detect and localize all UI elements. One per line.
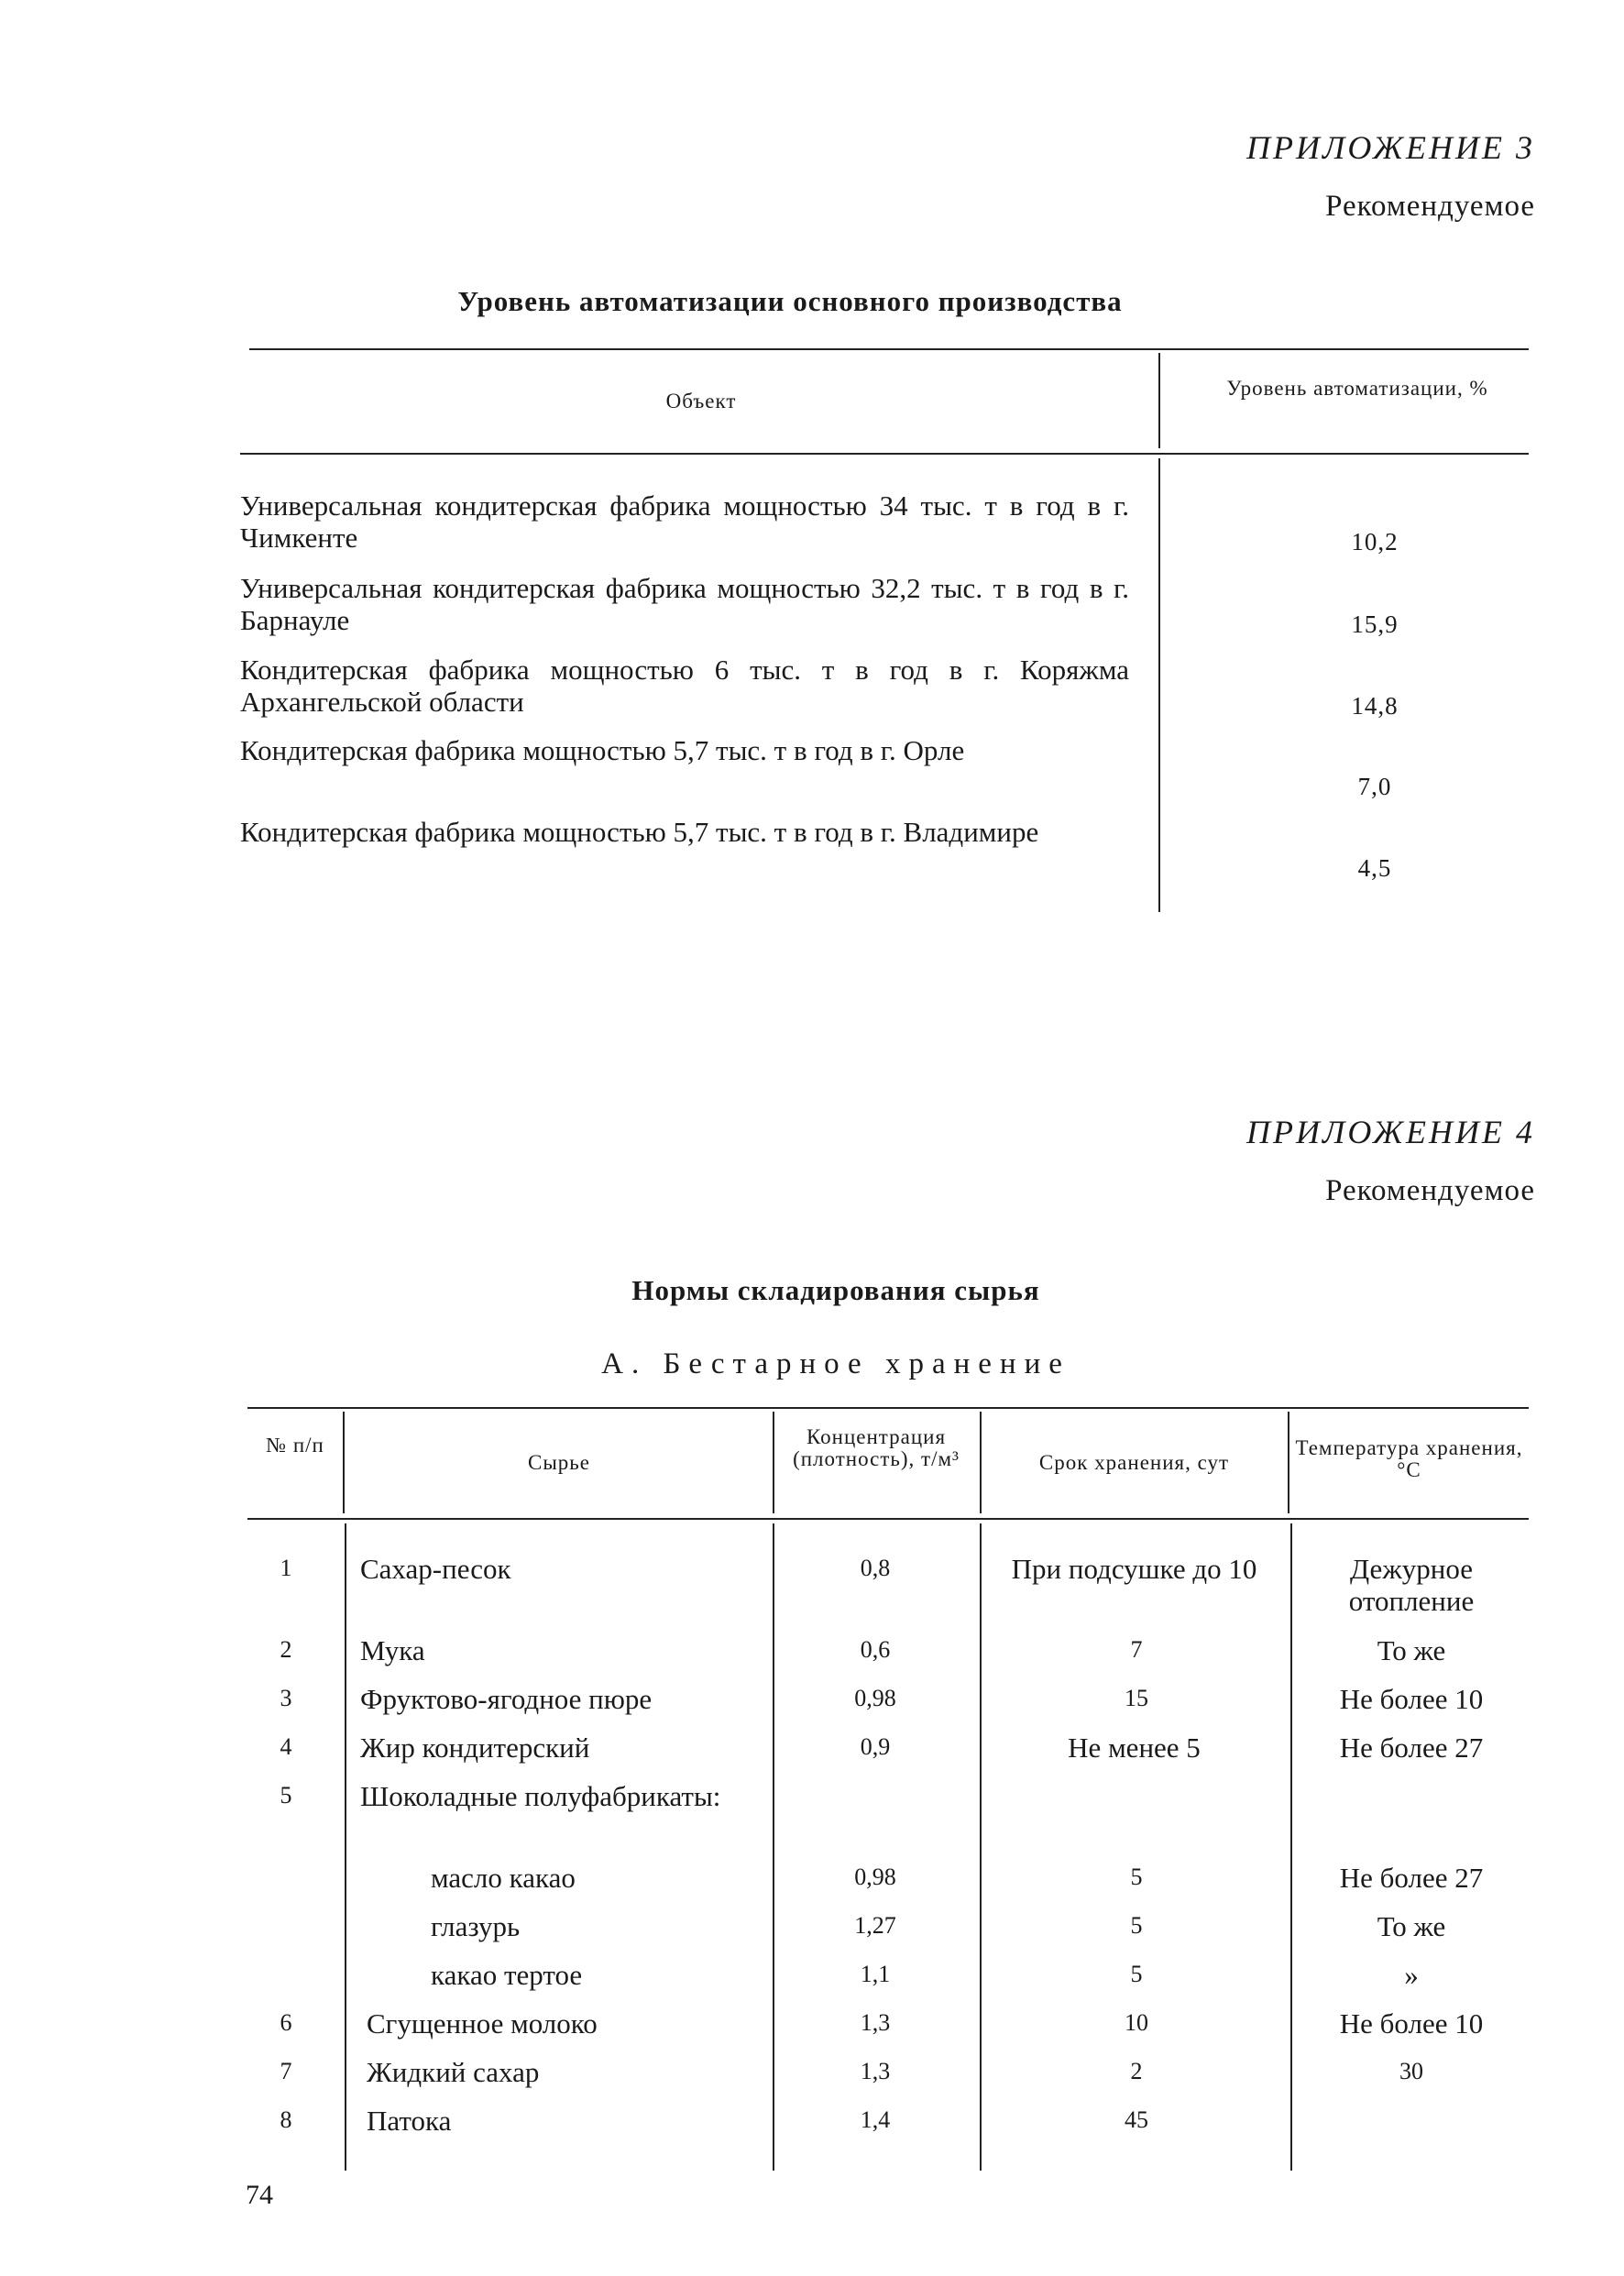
row-period: 7 [1130,1636,1143,1663]
row-period: При подсушке до 10 [1011,1553,1257,1585]
table-row-level: 4,5 [1357,854,1392,882]
header-divider [1288,1412,1289,1513]
row-temp: То же [1377,1910,1446,1942]
row-temp: 30 [1399,2058,1423,2084]
row-period: 5 [1130,1912,1143,1939]
body-divider [980,1523,982,2171]
appendix-4-status: Рекомендуемое [1325,1174,1535,1207]
row-period: Не менее 5 [1068,1732,1201,1764]
column-header-temp: Температура хранения, °С [1295,1436,1523,1481]
table-body-divider [1158,458,1160,912]
row-temp: Не более 27 [1339,1862,1484,1894]
row-no: 8 [280,2106,292,2133]
page-number: 74 [246,2180,273,2210]
row-temp: » [1404,1959,1419,1991]
row-density: 1,1 [860,1961,891,1987]
appendix-4-subheading: А. Бестарное хранение [601,1347,1070,1380]
row-density: 1,3 [860,2058,891,2084]
row-temp: Не более 10 [1339,1683,1484,1715]
row-material: какао тертое [431,1959,583,1991]
table-row-object: Универсальная кондитерская фабрика мощностью 32,2 тыс. т в год в г. Барнауле [240,572,1129,636]
column-header-no: № п/п [266,1434,324,1457]
row-material: Мука [360,1634,425,1666]
row-material: Патока [367,2105,452,2137]
row-density: 1,3 [860,2009,891,2036]
appendix-3-heading: Уровень автоматизации основного производства [457,285,1123,317]
body-divider [1290,1523,1292,2171]
row-density: 0,9 [860,1733,891,1760]
row-no: 5 [280,1782,292,1809]
row-no: 3 [280,1685,292,1711]
row-density: 0,6 [860,1636,891,1663]
table-row-object: Кондитерская фабрика мощностью 6 тыс. т в год в г. Коряжма Архангельской области [240,654,1129,718]
table-header-rule [247,1518,1529,1520]
row-period: 2 [1130,2058,1143,2084]
column-header-level: Уровень автоматизации, % [1226,377,1488,400]
row-material: Сгущенное молоко [367,2007,598,2040]
body-divider [773,1523,774,2171]
table-header-rule [240,453,1529,455]
row-no: 1 [280,1555,292,1581]
appendix-4-heading: Нормы складирования сырья [631,1274,1040,1306]
appendix-4-title: ПРИЛОЖЕНИЕ 4 [1246,1114,1535,1150]
row-material: Жир кондитерский [360,1732,590,1764]
row-density: 0,8 [860,1555,891,1581]
table-row-level: 14,8 [1351,692,1399,720]
row-temp: Не более 27 [1339,1732,1484,1764]
row-density: 1,4 [860,2106,891,2133]
row-no: 2 [280,1636,292,1663]
table-top-rule [249,348,1529,350]
table-header-divider [1158,353,1160,448]
row-no: 7 [280,2058,292,2084]
row-material: Сахар-песок [360,1553,511,1585]
table-row-level: 7,0 [1357,773,1392,800]
column-header-object: Объект [665,390,737,412]
body-divider [345,1523,346,2171]
table-top-rule [247,1407,1529,1409]
table-row-object: Кондитерская фабрика мощностью 5,7 тыс. т в год в г. Орле [240,734,965,766]
row-material: глазурь [431,1910,521,1942]
row-no: 6 [280,2009,292,2036]
header-divider [980,1412,982,1513]
row-period: 10 [1125,2009,1148,2036]
row-no: 4 [280,1733,292,1760]
row-temp: Дежурное отопление [1348,1553,1475,1617]
column-header-material: Сырье [528,1451,590,1474]
column-header-period: Срок хранения, сут [1038,1451,1230,1474]
row-period: 5 [1130,1961,1143,1987]
row-density: 0,98 [854,1685,896,1711]
column-header-density: Концентрация (плотность), т/м³ [793,1425,960,1470]
appendix-3-status: Рекомендуемое [1325,190,1535,223]
row-period: 15 [1125,1685,1148,1711]
table-row-level: 15,9 [1351,610,1399,638]
row-material: масло какао [431,1862,576,1894]
row-period: 5 [1130,1864,1143,1890]
table-row-level: 10,2 [1351,528,1399,555]
row-material: Жидкий сахар [367,2056,540,2088]
table-row-object: Универсальная кондитерская фабрика мощностью 34 тыс. т в год в г. Чимкенте [240,489,1129,554]
row-period: 45 [1125,2106,1148,2133]
row-material: Шоколадные полуфабрикаты: [360,1780,721,1812]
row-density: 0,98 [854,1864,896,1890]
row-temp: Не более 10 [1339,2007,1484,2040]
row-temp: То же [1377,1634,1446,1666]
header-divider [773,1412,774,1513]
header-divider [343,1412,345,1513]
row-material: Фруктово-ягодное пюре [360,1683,653,1715]
table-row-object: Кондитерская фабрика мощностью 5,7 тыс. т в год в г. Владимире [240,816,1039,848]
row-density: 1,27 [854,1912,896,1939]
appendix-3-title: ПРИЛОЖЕНИЕ 3 [1246,129,1535,166]
